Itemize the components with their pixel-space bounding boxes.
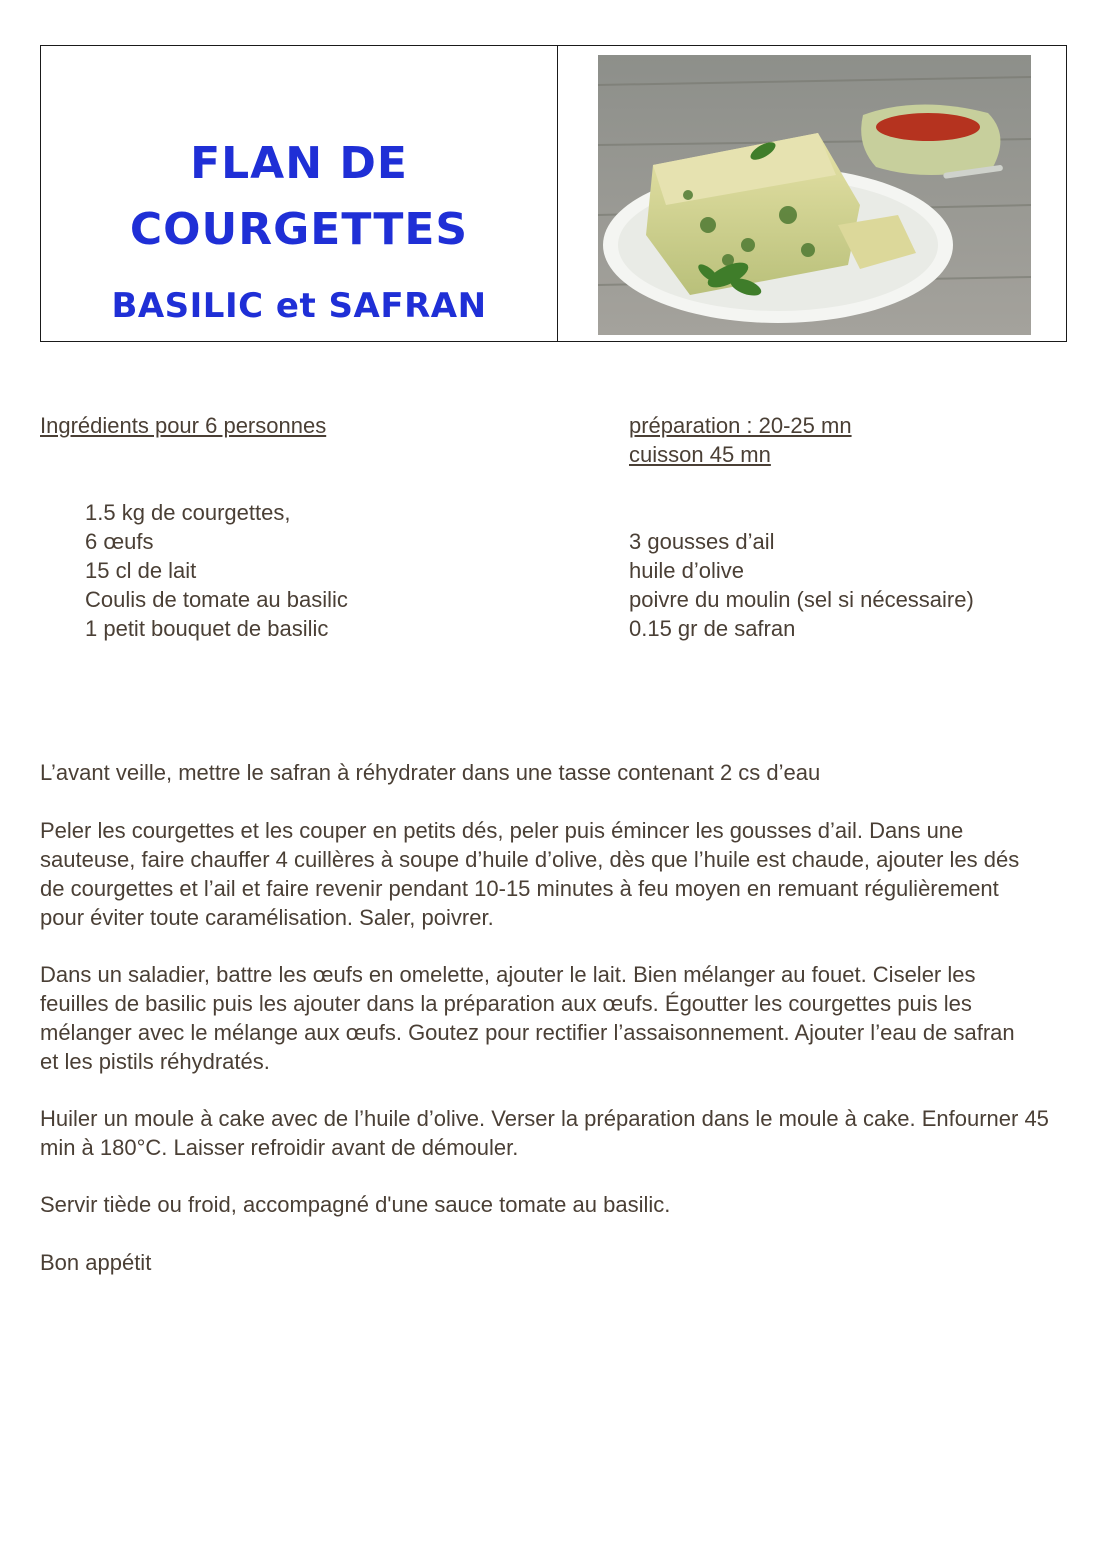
closing-text: Bon appétit — [40, 1250, 152, 1275]
step-2: Peler les courgettes et les couper en petits dés, peler puis émincer les gousses d’ail. Dans une sauteuse, faire chauffer 4 cuillères à soupe d’huile d’olive, dès que l’huile est chaude, ajouter les dés de courgettes et l’ail et faire revenir pendant 10-15 minutes à feu moyen en remuant régulièrement pour éviter toute caramélisation. Saler, poivrer. — [40, 818, 1020, 930]
step-1: L’avant veille, mettre le safran à réhydrater dans une tasse contenant 2 cs d’eau — [40, 760, 821, 785]
step-3: Dans un saladier, battre les œufs en omelette, ajouter le lait. Bien mélanger au fouet. Ciseler les feuilles de basilic puis les ajouter dans la préparation aux œufs. Égoutter les courgettes puis les mélanger avec le mélange aux œufs. Goutez pour rectifier l’assaisonnement. Ajouter l’eau de safran et les pistils réhydratés. — [40, 962, 1015, 1074]
list-item: 3 gousses d’ail — [629, 529, 775, 554]
step-5: Servir tiède ou froid, accompagné d'une sauce tomate au basilic. — [40, 1192, 671, 1217]
list-item: poivre du moulin (sel si nécessaire) — [629, 587, 974, 612]
list-item: 15 cl de lait — [85, 558, 197, 583]
recipe-subtitle: BASILIC et SAFRAN — [111, 286, 487, 326]
ingredients-list-right — [629, 527, 974, 643]
list-item: 1 petit bouquet de basilic — [85, 616, 329, 641]
step-4: Huiler un moule à cake avec de l’huile d’olive. Verser la préparation dans le moule à cake. Enfourner 45 min à 180°C. Laisser refroidir avant de démouler. — [40, 1106, 1049, 1160]
list-item: huile d’olive — [629, 558, 744, 583]
preparation-time: préparation : 20-25 mn — [629, 413, 852, 438]
recipe-title-line2: COURGETTES — [129, 204, 469, 255]
flan-photo — [598, 55, 1031, 335]
title-cell — [41, 46, 558, 341]
cooking-time: cuisson 45 mn — [629, 442, 771, 467]
list-item: Coulis de tomate au basilic — [85, 587, 348, 612]
photo-cell — [558, 46, 1066, 341]
ingredients-list-left — [85, 498, 348, 643]
list-item: 6 œufs — [85, 529, 154, 554]
recipe-title-line1: FLAN DE — [190, 138, 408, 189]
ingredients-heading: Ingrédients pour 6 personnes — [40, 413, 327, 438]
title-table — [40, 45, 1067, 342]
list-item: 0.15 gr de safran — [629, 616, 796, 641]
list-item: 1.5 kg de courgettes, — [85, 500, 291, 525]
